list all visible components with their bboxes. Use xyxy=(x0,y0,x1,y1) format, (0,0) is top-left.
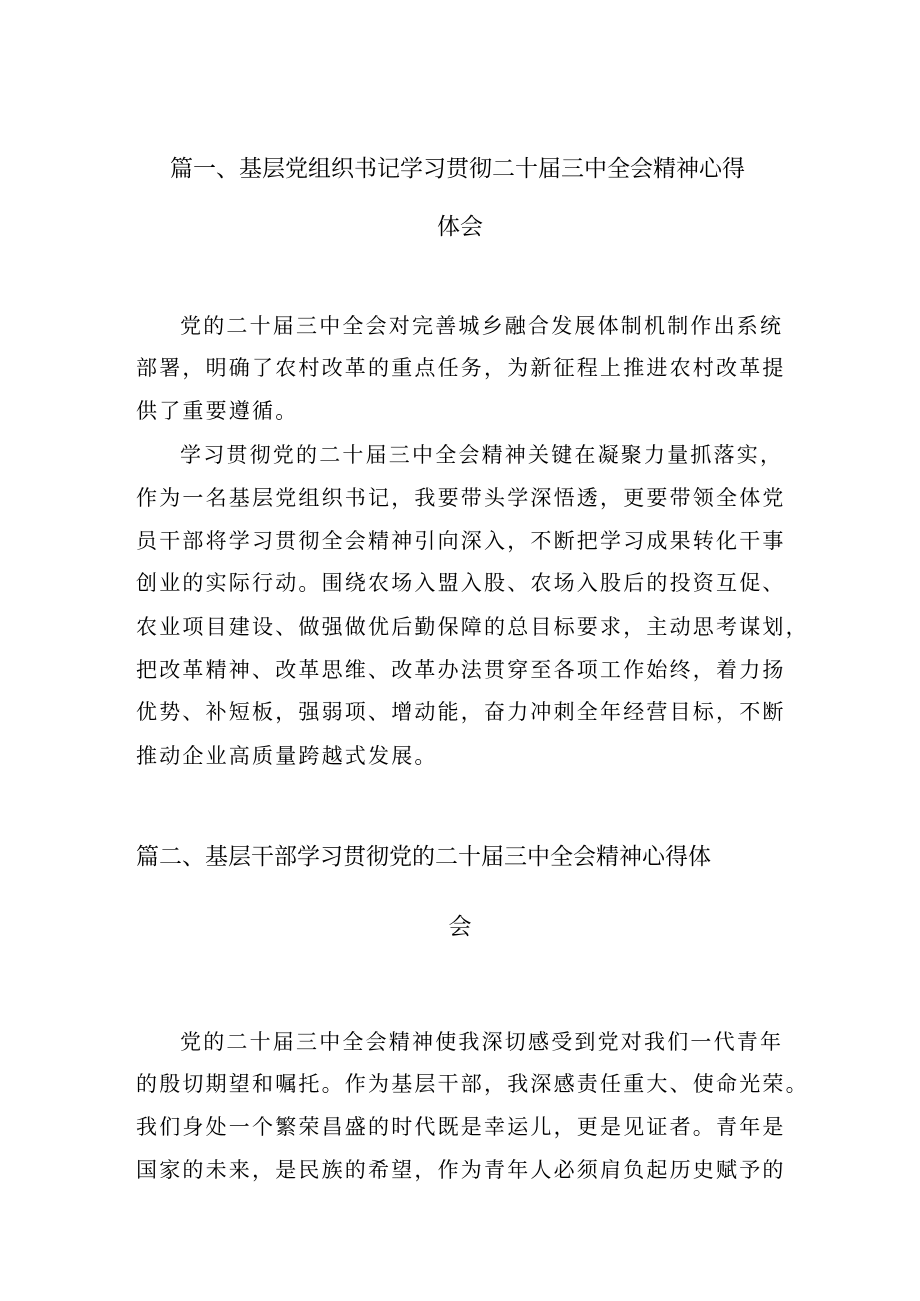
article-1-para-2-line-8: 推动企业高质量跨越式发展。 xyxy=(136,744,438,768)
article-2-title-line-2: 会 xyxy=(448,914,472,940)
article-1-para-2-line-5: 农业项目建设、做强做优后勤保障的总目标要求，主动思考谋划， xyxy=(136,615,809,639)
article-1-para-2-line-2: 作为一名基层党组织书记，我要带头学深悟透，更要带领全体党 xyxy=(136,486,786,510)
article-1-para-2-line-3: 员干部将学习贯彻全会精神引向深入，不断把学习成果转化干事 xyxy=(136,529,786,553)
article-2-para-1-line-2: 的殷切期望和嘱托。作为基层干部，我深感责任重大、使命光荣。 xyxy=(136,1072,809,1096)
article-1-title-line-2: 体会 xyxy=(437,214,483,240)
article-2-para-1-line-3: 我们身处一个繁荣昌盛的时代既是幸运儿，更是见证者。青年是 xyxy=(136,1115,786,1139)
article-2-para-1-line-4: 国家的未来，是民族的希望，作为青年人必须肩负起历史赋予的 xyxy=(136,1158,786,1182)
article-1-para-2-line-4: 创业的实际行动。围绕农场入盟入股、农场入股后的投资互促、 xyxy=(136,571,786,595)
article-1-para-2-line-1: 学习贯彻党的二十届三中全会精神关键在凝聚力量抓落实， xyxy=(180,443,784,467)
article-1-para-2-line-7: 优势、补短板，强弱项、增动能，奋力冲刺全年经营目标，不断 xyxy=(136,700,786,724)
article-2-para-1-line-1: 党的二十届三中全会精神使我深切感受到党对我们一代青年 xyxy=(180,1030,784,1054)
article-1-title-line-1: 篇一、基层党组织书记学习贯彻二十届三中全会精神心得 xyxy=(170,156,745,182)
article-1-para-1-line-3: 供了重要遵循。 xyxy=(136,399,299,423)
article-2-title-line-1: 篇二、基层干部学习贯彻党的二十届三中全会精神心得体 xyxy=(136,844,711,870)
article-1-para-1-line-1: 党的二十届三中全会对完善城乡融合发展体制机制作出系统 xyxy=(180,314,784,338)
article-1-para-2-line-6: 把改革精神、改革思维、改革办法贯穿至各项工作始终，着力扬 xyxy=(136,658,786,682)
article-1-para-1-line-2: 部署，明确了农村改革的重点任务，为新征程上推进农村改革提 xyxy=(136,356,786,380)
